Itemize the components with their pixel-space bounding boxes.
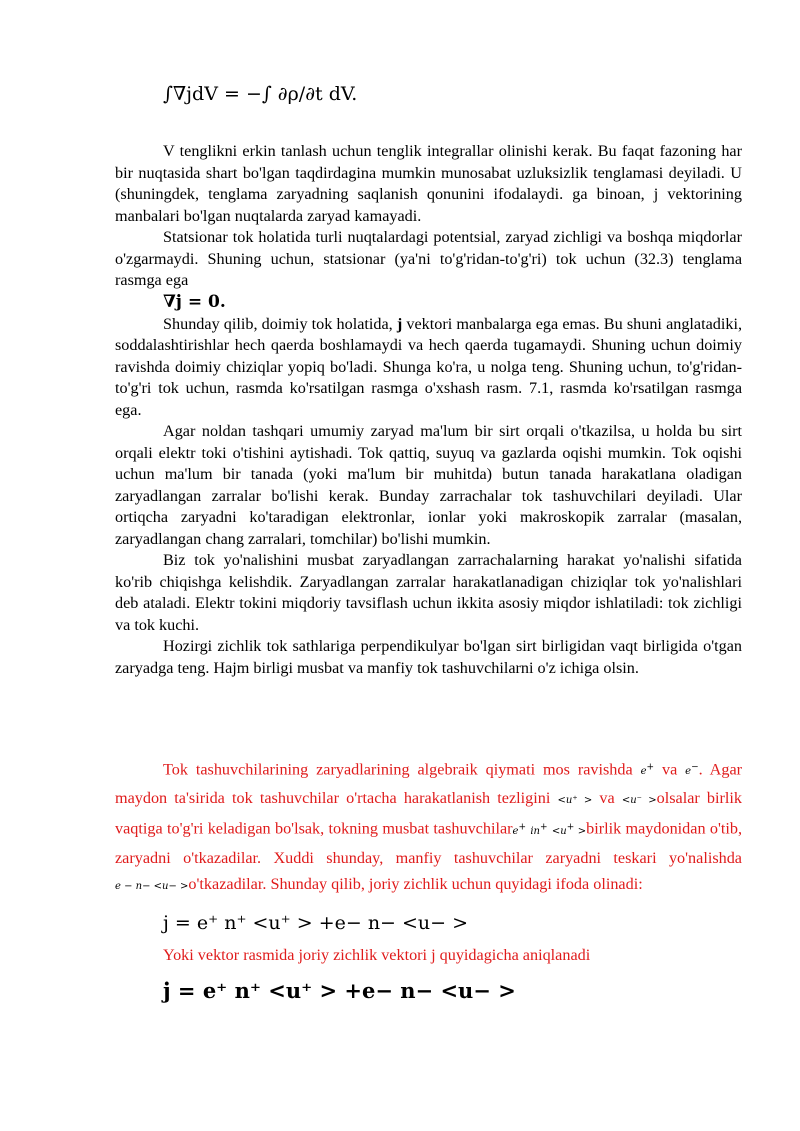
formula-text: ∇j = 0. [163, 291, 226, 312]
paragraph-3 [115, 314, 742, 422]
symbol-text: n [533, 825, 540, 837]
symbol-text: i [530, 825, 534, 837]
paragraph-3-start: Shunday qilib, doimiy tok holatida, [163, 314, 393, 333]
symbol-u-plus: <u⁺ > [557, 795, 593, 807]
red-text-part: olsalar birlik vaqtiga to'g'ri keladigan bo'lsak, tokning musbat tashuvchilar [115, 789, 742, 838]
red-paragraph [115, 755, 742, 900]
red-text-part: . Agar maydon ta'sirida tok tashuvchilar o'rtacha harakatlanish tezligini [115, 760, 743, 808]
red-text-part: Yoki vektor rasmida joriy zichlik vektori j quyidagicha aniqlanadi [163, 946, 591, 964]
current-density-vector-formula [163, 978, 516, 1003]
paragraph-6: Hozirgi zichlik tok sathlariga perpendikulyar bo'lgan sirt birligidan vaqt birligida o'tgan zaryadga teng. Hajm birligi musbat va manfiy tok tashuvchilarni o'z ichiga olsin. [115, 637, 742, 677]
red-vector-line [163, 946, 590, 965]
body-text-block [115, 141, 742, 679]
symbol-text: e [640, 766, 647, 778]
symbol-u-plus: <u+ > [551, 822, 587, 837]
div-j-zero-formula [163, 292, 742, 314]
continuity-integral-formula [163, 83, 357, 105]
red-text-part: Tok tashuvchilarining zaryadlarining algebraik qiymati mos ravishda [163, 760, 633, 779]
red-text-part: va [661, 760, 678, 779]
current-density-formula [163, 912, 468, 934]
symbol-text: e [685, 766, 692, 778]
symbol-i-n-plus: in+ [530, 822, 548, 837]
paragraph-1: V tenglikni erkin tanlash uchun tenglik integrallar olinishi kerak. Bu faqat fazoning har bir nuqtasida shart bo'lgan taqdirdagina mumkin munosabat uzluksizlik tenglamasi deyiladi. U (shuningdek, tenglama zaryadning saqlanish qonunini ifodalaydi. ga binoan, j vektorining manbalari bo'lgan nuqtalarda zaryad kamayadi. [115, 142, 742, 225]
formula-text: ∫∇jdV = −∫ ∂ρ/∂t dV. [163, 83, 358, 105]
paragraph-2: Statsionar tok holatida turli nuqtalardagi potentsial, zaryad zichligi va boshqa miqdorlar o'zgarmaydi. Shuning uchun, statsionar (ya'ni to'g'ridan-to'g'ri) tok uchun (32.3) tenglama rasmga ega [115, 228, 742, 289]
formula-text: j = e⁺ n⁺ <u⁺ > +e− n− <u− > [163, 978, 516, 1003]
symbol-e-plus: e+ [640, 763, 655, 778]
red-text-part: o'tkazadilar. Shunday qilib, joriy zichlik uchun quyidagi ifoda olinadi: [188, 874, 643, 893]
red-text [115, 755, 742, 900]
bold-j: j [396, 314, 403, 333]
paragraph-3-rest: vektori manbalarga ega emas. Bu shuni anglatadiki, soddalashtirishlar hech qaerda boshlamaydi va hech qaerda tugamaydi. Shuning uchun doimiy ravishda doimiy chiziqlar yopiq bo'ladi. Shunga ko'ra, u nolga teng. Shuning uchun, to'g'ridan-to'g'ri tok uchun, rasmda ko'rsatilgan rasmga o'xshash rasm. 7.1, rasmda ko'rsatilgan rasmga ega. [115, 314, 743, 419]
symbol-e-n-u-minus: e − n− <u− > [115, 880, 189, 892]
symbol-u-minus: <u⁻ > [621, 795, 657, 807]
red-text-part: birlik maydonidan o'tib, zaryadni o'tkazadilar. Xuddi shunday, manfiy tashuvchilar zaryadni teskari yo'nalishda [115, 819, 743, 867]
symbol-e-minus: e− [685, 763, 699, 778]
paragraph-4: Agar noldan tashqari umumiy zaryad ma'lum bir sirt orqali o'tkazilsa, u holda bu sirt orqali elektr toki o'tishini aytishadi. Tok qattiq, suyuq va gazlarda oqishi mumkin. Tok oqishi uchun ma'lum bir tanada (yoki ma'lum bir muhitda) butun tanada harakatlana oladigan zaryadlangan zarralar bo'lishi kerak. Bunday zarrachalar tok tashuvchilari deyiladi. Ular ortiqcha zaryadni ko'taradigan elektronlar, ionlar yoki makroskopik zarralar (masalan, zaryadlangan chang zarralari, tomchilar) bo'lishi mumkin. [115, 422, 742, 548]
formula-text: j = e⁺ n⁺ <u⁺ > +e− n− <u− > [163, 912, 469, 934]
symbol-e-plus: e+ [512, 822, 526, 837]
paragraph-5: Biz tok yo'nalishini musbat zaryadlangan zarrachalarning harakat yo'nalishi sifatida ko'rib chiqishga kelishdik. Zaryadlangan zarralar harakatlanadigan chiziqlar tok yo'nalishlari deb ataladi. Elektr tokini miqdoriy tavsiflash uchun ikkita asosiy miqdor ishlatiladi: tok zichligi va tok kuchi. [115, 551, 742, 634]
red-text-part: va [599, 789, 615, 808]
